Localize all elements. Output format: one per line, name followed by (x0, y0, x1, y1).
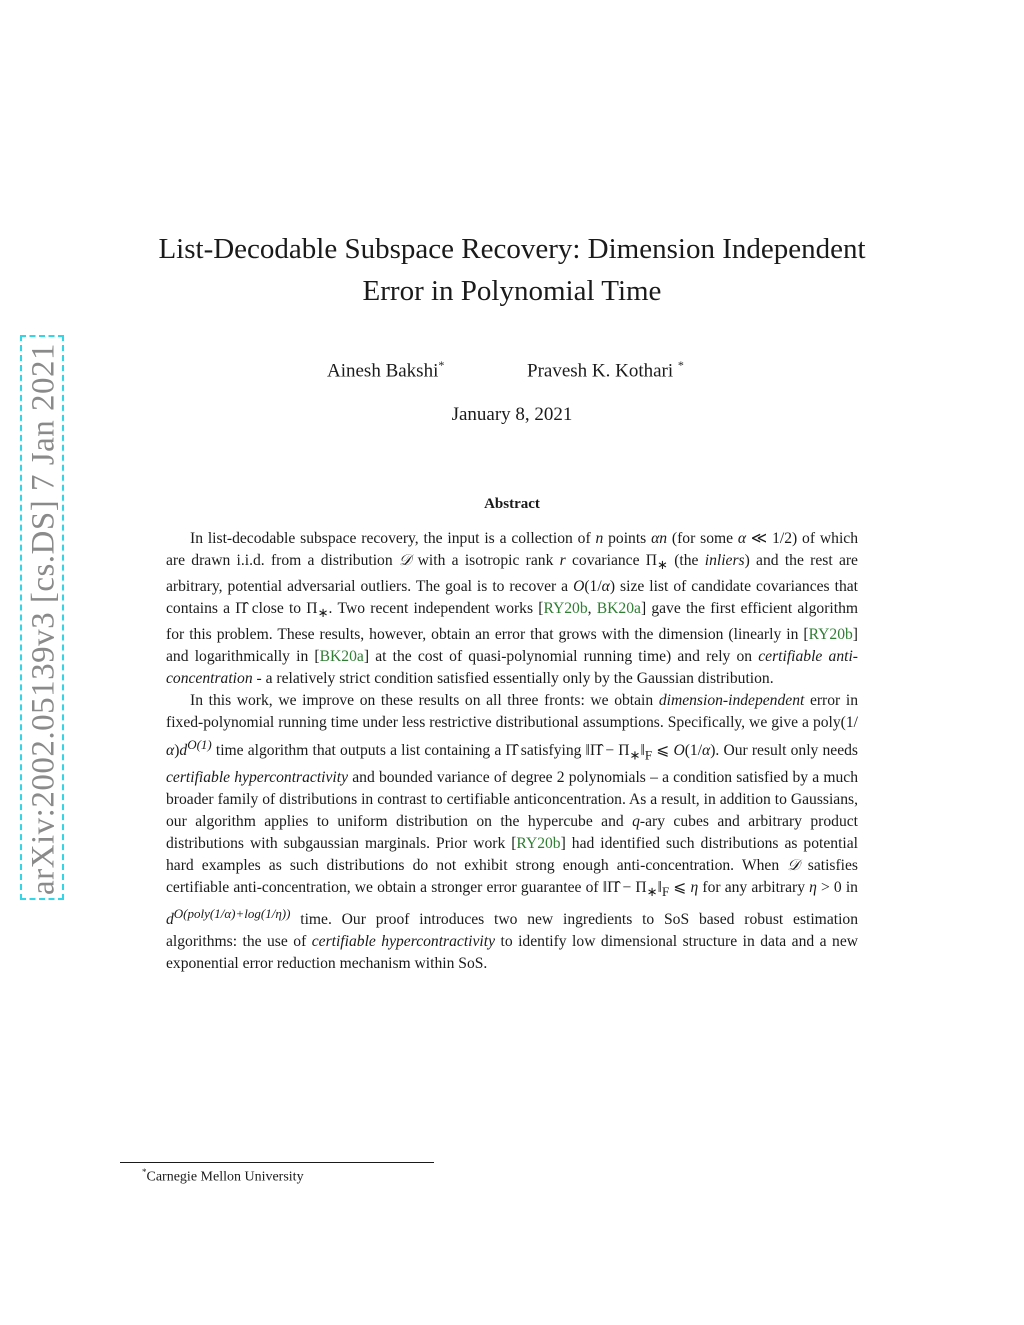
text-run: points (603, 530, 652, 547)
math-symbol: q (632, 812, 640, 830)
footnote-affiliation: Carnegie Mellon University (146, 1169, 304, 1185)
citation-link[interactable]: BK20a (596, 600, 641, 618)
math-symbol: d (179, 742, 188, 760)
text-run: ≪ 1/2) of which are drawn i.i.d. from a distribution (166, 530, 858, 569)
subscript: ∗ (629, 747, 641, 763)
superscript: O(poly(1/α)+log(1/η)) (173, 905, 291, 921)
emphasis: certifiable hypercontractivity (311, 932, 496, 950)
text-run: . Two recent independent works [ (328, 600, 544, 618)
text-run: > 0 in (816, 878, 858, 896)
superscript: O(1) (187, 737, 212, 753)
text-run: (the (667, 552, 705, 569)
text-run: to identify low dimensional structure in data and a new exponential error reduction mechanism within SoS. (166, 932, 859, 972)
subscript: F (661, 883, 670, 899)
math-symbol: α (166, 742, 175, 760)
math-symbol: α (601, 578, 610, 596)
math-symbol: αn (651, 530, 668, 547)
title-line-2: Error in Polynomial Time (362, 275, 662, 307)
text-run: ] at the cost of quasi-polynomial running time) and rely on (363, 648, 759, 666)
text-run: -ary cubes and arbitrary product distributions with subgaussian marginals. Prior work [ (166, 812, 858, 852)
title-line-1: List-Decodable Subspace Recovery: Dimension Independent (158, 233, 866, 265)
paper-title (112, 228, 912, 312)
emphasis: dimension-independent (658, 692, 805, 710)
math-symbol: 𝒟 (398, 552, 412, 569)
footnote (142, 1167, 304, 1186)
text-run: and bounded variance of degree 2 polynomials – a condition satisfied by a much broader family of distributions in contrast to certifiable anticoncentration. As a result, in addition to Gaussians, our algorithm applies to uniform distribution on the hypercube and (166, 768, 859, 830)
footnote-rule (120, 1162, 434, 1163)
text-run: , (587, 600, 597, 618)
footnote-mark: * (142, 1167, 147, 1177)
text-run: time algorithm that outputs a list containing a Π̂ satisfying ‖Π̂ − Π (211, 742, 630, 760)
text-run: time. Our proof introduces two new ingredients to SoS based robust estimation algorithms: the use of (166, 910, 858, 950)
text-run: for any arbitrary (698, 878, 810, 896)
text-run: ‖ (657, 878, 662, 896)
citation-link[interactable]: RY20b (543, 600, 588, 618)
abstract-paragraph-1 (166, 528, 858, 690)
text-run: with a isotropic rank (411, 552, 560, 569)
math-symbol: O (673, 742, 685, 760)
text-run: ] had identified such distributions as potential hard examples as such distributions do not exhibit strong enough anti-concentration. When (166, 834, 858, 874)
emphasis: inliers (704, 552, 745, 569)
citation-link[interactable]: RY20b (808, 626, 853, 644)
subscript: F (644, 747, 653, 763)
text-run: (for some (667, 530, 738, 547)
author-2-name: Pravesh K. Kothari (527, 360, 674, 382)
subscript: ∗ (657, 557, 668, 573)
math-symbol: α (737, 530, 747, 547)
text-run: - a relatively strict condition satisfied essentially only by the Gaussian distribution. (252, 670, 774, 688)
abstract-body (166, 528, 858, 975)
abstract-heading: Abstract (484, 496, 540, 512)
text-run: ) size list of candidate covariances that contains a Π̂ close to Π (166, 578, 858, 618)
subscript: ∗ (317, 605, 329, 621)
math-symbol: r (559, 552, 566, 569)
math-symbol: η (690, 878, 699, 896)
text-run: ) and the rest are arbitrary, potential adversarial outliers. The goal is to recover a (166, 552, 858, 596)
text-run: ] gave the first efficient algorithm for this problem. These results, however, obtain an error that grows with the dimension (linearly in [ (166, 600, 859, 644)
math-symbol: α (702, 742, 711, 760)
text-run: In list-decodable subspace recovery, the input is a collection of (190, 530, 596, 547)
abstract-paragraph-2 (166, 690, 858, 975)
math-symbol: d (166, 910, 174, 928)
emphasis: certifiable anti-concentration (166, 648, 858, 688)
author-1-mark: * (438, 358, 445, 372)
math-symbol: n (595, 530, 604, 547)
arxiv-identifier: arXiv:2002.05139v3 [cs.DS] 7 Jan 2021 (25, 343, 62, 895)
text-run: ) (174, 742, 180, 760)
math-symbol: O (573, 578, 585, 596)
emphasis: certifiable hypercontractivity (166, 768, 349, 786)
author-1 (327, 358, 444, 382)
text-run: (1/ (584, 578, 602, 596)
citation-link[interactable]: RY20b (516, 834, 561, 852)
subscript: ∗ (646, 883, 658, 899)
author-1-name: Ainesh Bakshi (327, 360, 439, 382)
text-run: ⩽ (669, 878, 691, 896)
text-run: ⩽ (652, 742, 674, 760)
citation-link[interactable]: BK20a (319, 648, 364, 666)
text-run: In this work, we improve on these results on all three fronts: we obtain (190, 692, 659, 710)
text-run: covariance Π (565, 552, 658, 569)
text-run: (1/ (684, 742, 703, 760)
author-2 (527, 358, 684, 382)
text-run: error in fixed-polynomial running time under less restrictive distributional assumptions. Specifically, we give a poly(1/ (166, 692, 858, 732)
paper-date: January 8, 2021 (451, 404, 573, 425)
math-symbol: 𝒟 (787, 856, 800, 874)
text-run: ‖ (640, 742, 645, 760)
text-run: ] and logarithmically in [ (166, 626, 858, 666)
author-2-mark: * (677, 358, 684, 372)
text-run: satisfies certifiable anti-concentration, we obtain a stronger error guarantee of ‖Π̂ − Π (166, 856, 858, 896)
math-symbol: η (809, 878, 817, 896)
text-run: ). Our result only needs (710, 742, 858, 760)
